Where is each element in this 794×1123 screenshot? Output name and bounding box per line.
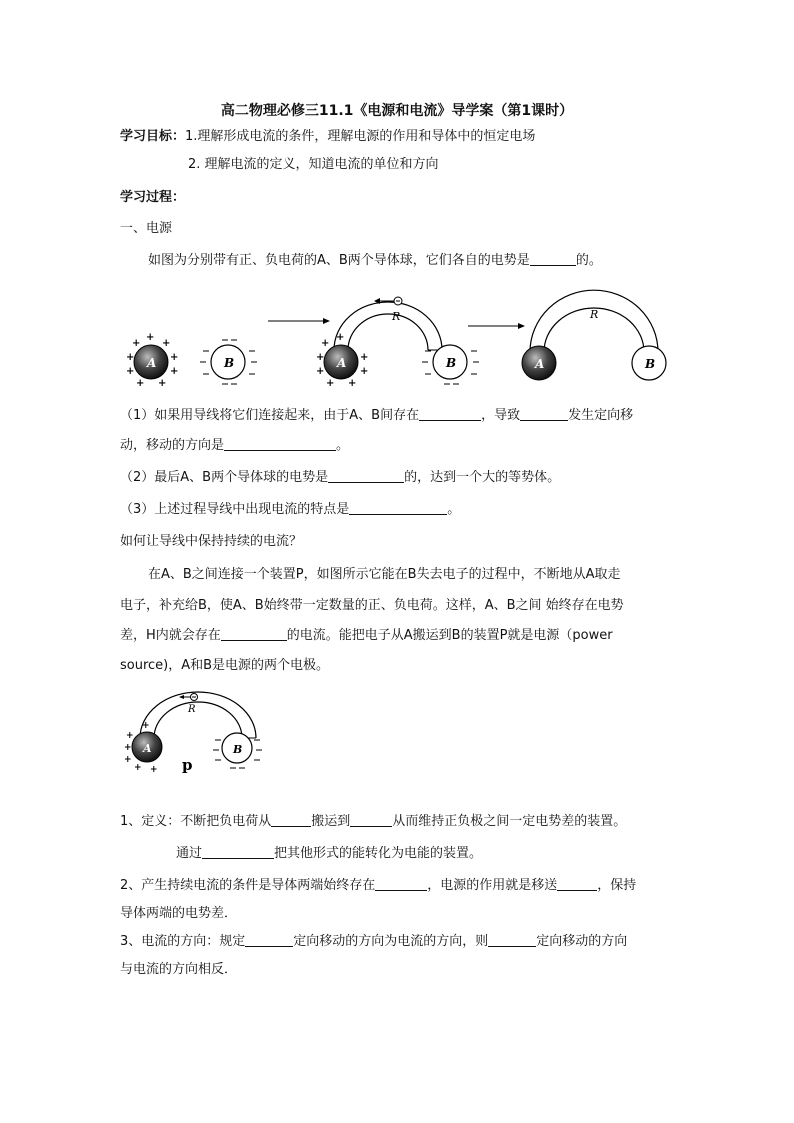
svg-text:+: + [124, 755, 132, 765]
process-label: 学习过程： [120, 190, 186, 205]
def3-line2: 与电流的方向相反． [120, 962, 238, 977]
para-line4: source)，A和B是电源的两个电极。 [120, 658, 330, 673]
objectives-label: 学习目标： [120, 129, 186, 144]
svg-text:+: + [134, 763, 142, 773]
svg-text:A: A [535, 357, 545, 371]
svg-text:+: + [158, 378, 167, 388]
label-b: B [224, 356, 235, 370]
stage3 [522, 290, 666, 380]
electron-arrow [179, 694, 198, 701]
svg-text:+: + [321, 338, 330, 349]
objective-1-text: 1.理解形成电流的条件，理解电源的作用和导体中的恒定电场 [185, 129, 536, 144]
blank-q1c[interactable] [224, 436, 336, 451]
q3-line: （3）上述过程导线中出现电流的特点是 。 [120, 502, 461, 517]
blank-q2[interactable] [328, 468, 404, 483]
figure-power-source [120, 688, 280, 778]
svg-text:B: B [645, 357, 656, 371]
svg-text:+: + [126, 366, 135, 377]
blank-def1b[interactable] [350, 812, 392, 827]
label-r: R [188, 704, 196, 715]
page-title: 高二物理必修三11.1《电源和电流》导学案（第1课时） [220, 103, 574, 119]
svg-text:R: R [590, 308, 599, 321]
label-r: R [392, 310, 401, 323]
svg-text:+: + [132, 338, 141, 349]
objective-1 [120, 127, 535, 147]
blank-def3a[interactable] [245, 932, 293, 947]
svg-text:+: + [326, 378, 335, 388]
figure-spheres-sequence [118, 288, 678, 388]
svg-text:+: + [162, 338, 171, 349]
blank-def2a[interactable] [375, 876, 427, 891]
def1b-line: 通过 把其他形式的能转化为电能的装置。 [176, 846, 483, 861]
svg-text:+: + [150, 765, 158, 775]
label-b: B [233, 743, 243, 756]
para-line2: 电子，补充给B，使A、B始终带一定数量的正、负电荷。这样，A、B之间 始终存在电势 [120, 598, 624, 613]
blank-q1a[interactable] [419, 406, 481, 421]
def1-line: 1、定义：不断把负电荷从 搬运到 从而维持正负极之间一定电势差的装置。 [120, 814, 627, 829]
def2-line1: 2、产生持续电流的条件是导体两端始终存在 ，电源的作用就是移送 ，保持 [120, 878, 637, 893]
blank-potential[interactable] [530, 251, 576, 266]
label-a: A [147, 356, 157, 370]
svg-text:+: + [136, 378, 145, 388]
blank-def1c[interactable] [202, 844, 274, 859]
blank-def2b[interactable] [557, 876, 597, 891]
def3-line1: 3、电流的方向：规定 定向移动的方向为电流的方向，则 定向移动的方向 [120, 934, 628, 949]
question-line: 如何让导线中保持持续的电流？ [120, 534, 303, 549]
electron-arrow [374, 297, 402, 305]
svg-text:+: + [126, 352, 135, 363]
stage1 [126, 332, 257, 388]
svg-text:+: + [124, 743, 132, 753]
q2-line: （2）最后A、B两个导体球的电势是 的，达到一个大的等势体。 [120, 470, 561, 485]
intro-line [148, 251, 602, 271]
def2-line2: 导体两端的电势差． [120, 906, 238, 921]
blank-q1b[interactable] [520, 406, 568, 421]
section1-title: 一、电源 [120, 221, 173, 236]
blank-def3b[interactable] [488, 932, 536, 947]
intro-text: 如图为分别带有正、负电荷的A、B两个导体球，它们各自的电势是 [148, 253, 530, 268]
q1-line1: （1）如果用导线将它们连接起来，由于A、B间存在 ，导致 发生定向移 [120, 408, 634, 423]
blank-def1a[interactable] [271, 812, 311, 827]
objective-2: 2. 理解电流的定义，知道电流的单位和方向 [188, 157, 439, 172]
svg-text:+: + [142, 721, 150, 731]
arrow-2 [468, 323, 525, 329]
svg-text:+: + [316, 352, 325, 363]
svg-text:+: + [146, 332, 155, 343]
label-a: A [143, 742, 152, 755]
para-line3: 差，H内就会存在 的电流。能把电子从A搬运到B的装置P就是电源（power [120, 628, 613, 643]
svg-text:+: + [316, 366, 325, 377]
svg-text:A: A [337, 356, 347, 370]
svg-text:+: + [336, 332, 345, 343]
arrow-1 [268, 318, 330, 324]
svg-text:+: + [360, 366, 369, 377]
q1-line2: 动，移动的方向是 。 [120, 438, 350, 453]
svg-text:B: B [446, 356, 457, 370]
svg-text:+: + [170, 352, 179, 363]
intro-text-end: 的。 [575, 253, 602, 268]
stage2 [316, 297, 479, 388]
label-p: p [182, 756, 193, 774]
svg-text:+: + [348, 378, 357, 388]
blank-q3[interactable] [349, 500, 447, 515]
blank-para[interactable] [221, 626, 287, 641]
svg-text:+: + [360, 352, 369, 363]
svg-text:+: + [126, 731, 134, 741]
para-line1: 在A、B之间连接一个装置P，如图所示它能在B失去电子的过程中，不断地从A取走 [148, 567, 621, 582]
svg-text:+: + [170, 366, 179, 377]
